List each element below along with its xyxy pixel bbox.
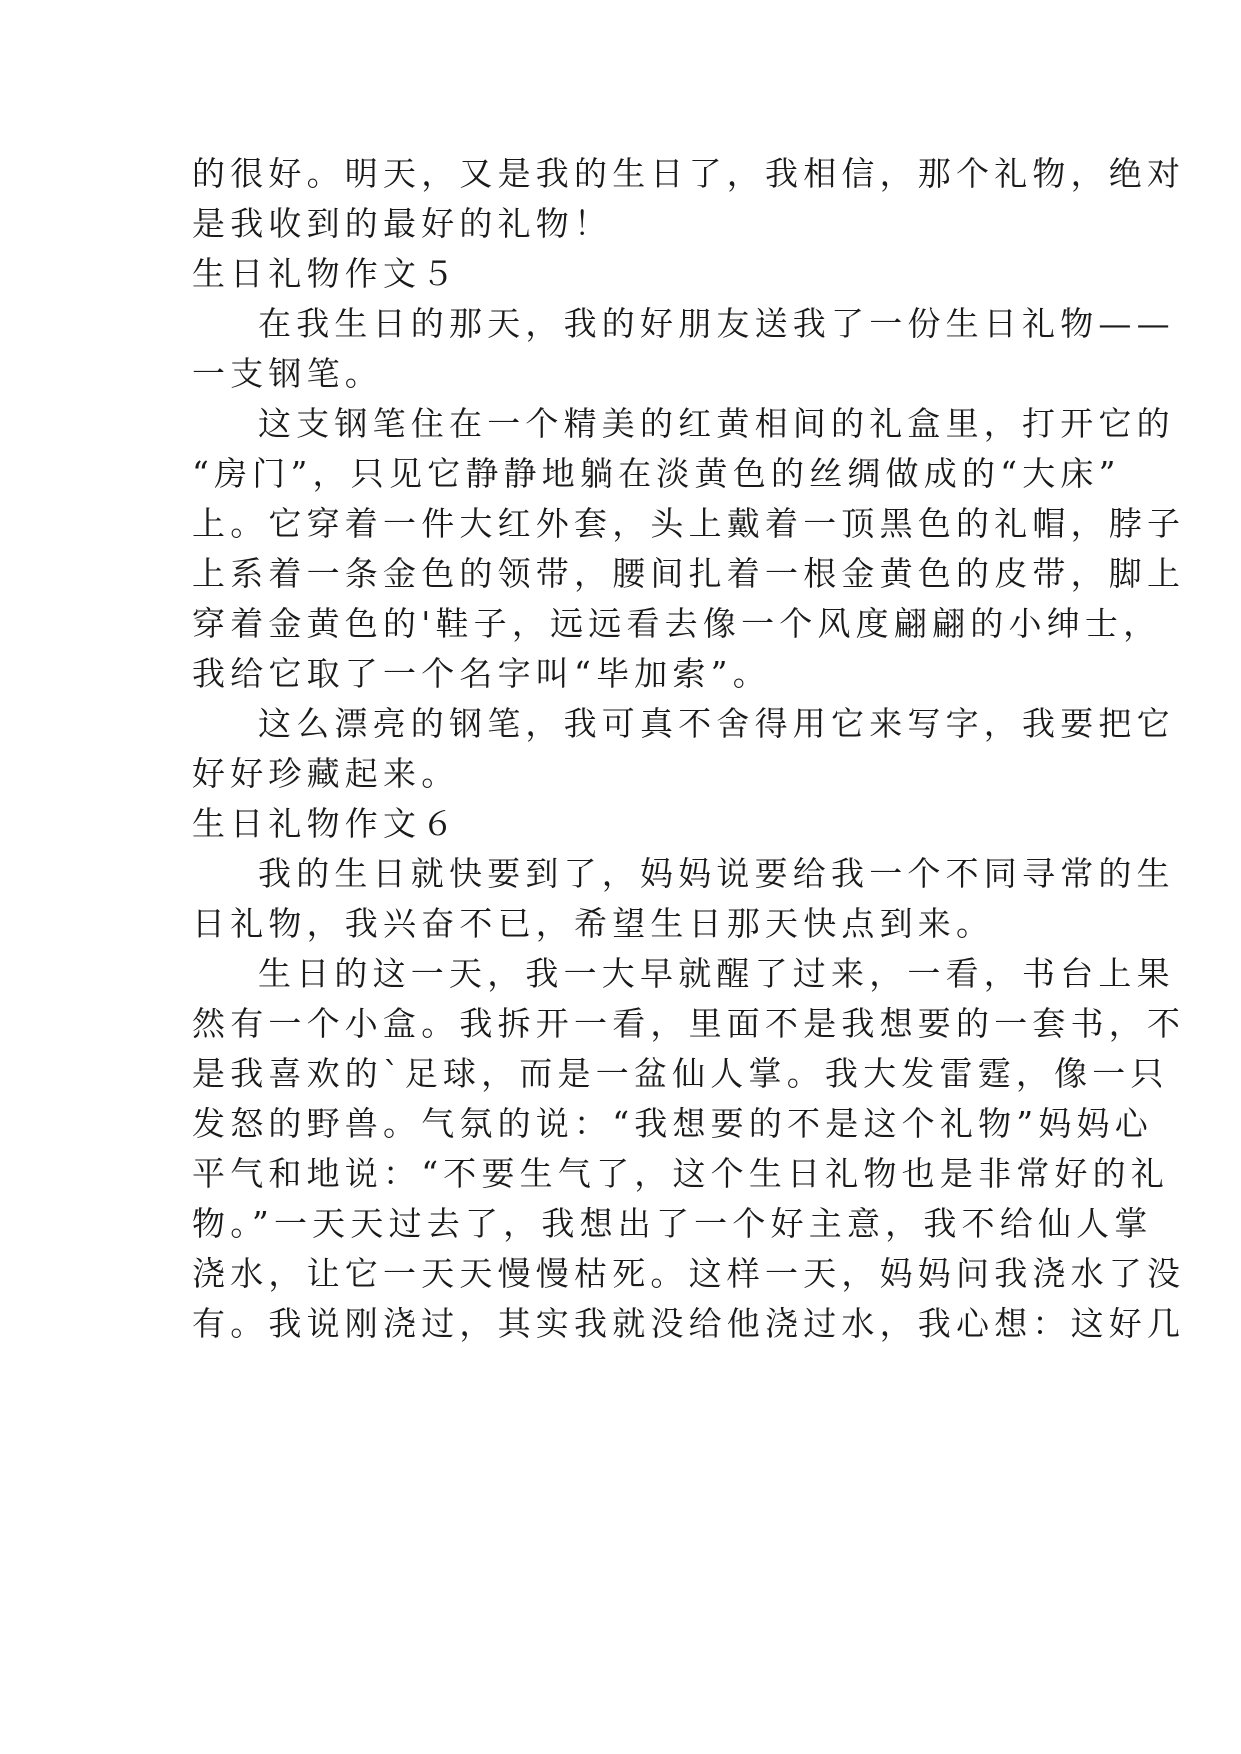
text-line: 这么漂亮的钢笔，我可真不舍得用它来写字，我要把它 <box>258 704 1175 743</box>
text-line: 浇水，让它一天天慢慢枯死。这样一天，妈妈问我浇水了没 <box>192 1254 1186 1293</box>
text-line: 物。”一天天过去了，我想出了一个好主意，我不给仙人掌 <box>192 1204 1153 1243</box>
text-line: 上。它穿着一件大红外套，头上戴着一顶黑色的礼帽，脖子 <box>192 504 1186 543</box>
text-line: 我的生日就快要到了，妈妈说要给我一个不同寻常的生 <box>258 854 1175 893</box>
text-line: 好好珍藏起来。 <box>192 754 460 793</box>
section-heading: 生日礼物作文５ <box>192 254 460 293</box>
text-line: 在我生日的那天，我的好朋友送我了一份生日礼物—— <box>258 304 1175 343</box>
text-line: 日礼物，我兴奋不已，希望生日那天快点到来。 <box>192 904 995 943</box>
text-line: 然有一个小盒。我拆开一看，里面不是我想要的一套书，不 <box>192 1004 1186 1043</box>
text-line: 上系着一条金色的领带，腰间扎着一根金黄色的皮带，脚上 <box>192 554 1186 593</box>
text-line: 穿着金黄色的'鞋子，远远看去像一个风度翩翩的小绅士， <box>192 604 1162 643</box>
text-line: 是我喜欢的`足球，而是一盆仙人掌。我大发雷霆，像一只 <box>192 1054 1169 1093</box>
text-line: 这支钢笔住在一个精美的红黄相间的礼盒里，打开它的 <box>258 404 1175 443</box>
text-line: 的很好。明天，又是我的生日了，我相信，那个礼物，绝对 <box>192 154 1186 193</box>
section-heading: 生日礼物作文６ <box>192 804 460 843</box>
text-line: 有。我说刚浇过，其实我就没给他浇过水，我心想：这好几 <box>192 1304 1186 1343</box>
text-line: 是我收到的最好的礼物！ <box>192 204 613 243</box>
text-line: 一支钢笔。 <box>192 354 383 393</box>
text-line: 生日的这一天，我一大早就醒了过来，一看，书台上果 <box>258 954 1175 993</box>
text-line: 我给它取了一个名字叫“毕加索”。 <box>192 654 771 693</box>
text-line: “房门”，只见它静静地躺在淡黄色的丝绸做成的“大床” <box>192 454 1121 493</box>
text-line: 平气和地说：“不要生气了，这个生日礼物也是非常好的礼 <box>192 1154 1170 1193</box>
text-line: 发怒的野兽。气氛的说：“我想要的不是这个礼物”妈妈心 <box>192 1104 1153 1143</box>
